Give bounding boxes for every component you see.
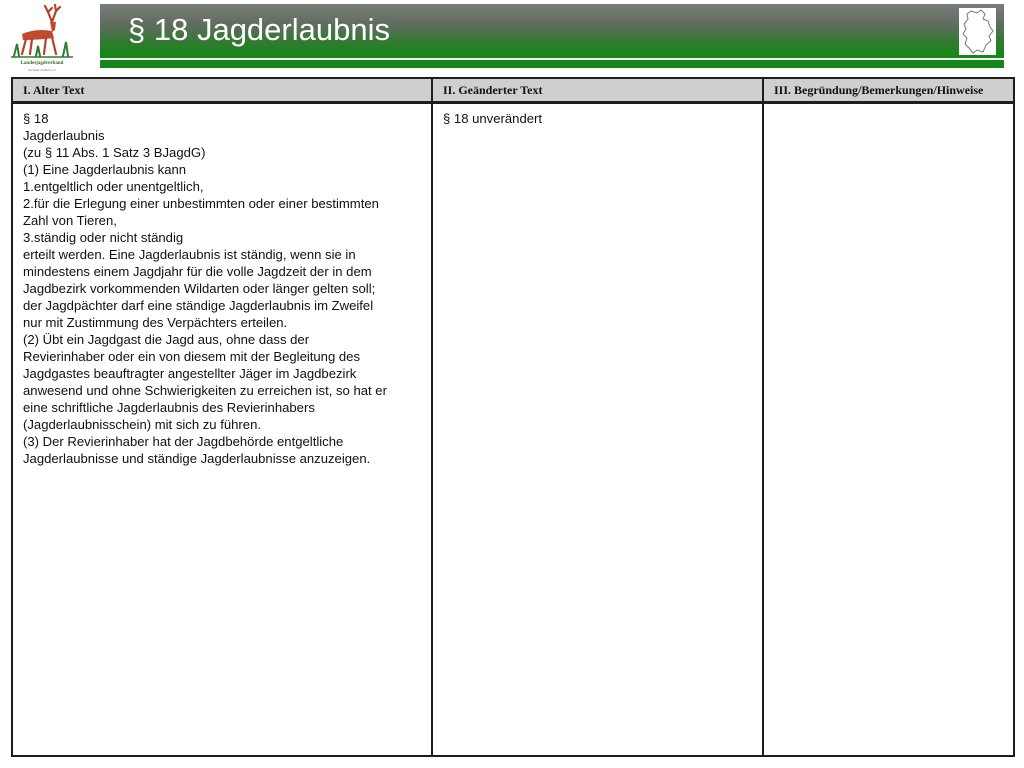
table-header-row: [12, 78, 1014, 103]
old-text-line: Jagderlaubnisse und ständige Jagderlaubnisse anzuzeigen.: [23, 451, 371, 466]
old-text-line: Jagderlaubnis: [23, 128, 105, 143]
table-row: [12, 103, 1014, 757]
old-text-line: (1) Eine Jagderlaubnis kann: [23, 162, 187, 177]
justification-cell: [763, 103, 1014, 757]
title-banner: [100, 4, 1004, 58]
old-text-line: § 18: [23, 111, 49, 126]
old-text-line: 2.für die Erlegung einer unbestimmten oder einer bestimmten: [23, 196, 379, 211]
old-text-line: Jagdgastes beauftragter angestellter Jäger im Jagdbezirk: [23, 366, 357, 381]
old-text-line: erteilt werden. Eine Jagderlaubnis ist ständig, wenn sie in: [23, 247, 356, 262]
green-divider-stripe: [100, 60, 1004, 68]
column-header-justification: III. Begründung/Bemerkungen/Hinweise: [763, 78, 1014, 103]
old-text-line: (zu § 11 Abs. 1 Satz 3 BJagdG): [23, 145, 206, 160]
column-header-old-text: I. Alter Text: [12, 78, 432, 103]
comparison-table: [11, 77, 1015, 757]
old-text-line: mindestens einem Jagdjahr für die volle Jagdzeit der in dem: [23, 264, 372, 279]
page-title: § 18 Jagderlaubnis: [128, 12, 390, 47]
changed-text-cell: [432, 103, 763, 757]
changed-text-line: § 18 unverändert: [443, 111, 543, 126]
state-map-icon: [959, 8, 996, 55]
old-text-line: (Jagderlaubnisschein) mit sich zu führen.: [23, 417, 261, 432]
old-text-line: (3) Der Revierinhaber hat der Jagdbehörde entgeltliche: [23, 434, 344, 449]
deer-logo-icon: [8, 2, 76, 60]
state-map-box: [959, 8, 996, 55]
old-text-line: 1.entgeltlich oder unentgeltlich,: [23, 179, 204, 194]
logo-name: Landesjagdverband: [20, 61, 64, 66]
old-text-cell: [12, 103, 432, 757]
logo-subtitle: Sachsen-Anhalt e.V.: [27, 68, 57, 72]
old-text-line: nur mit Zustimmung des Verpächters erteilen.: [23, 315, 288, 330]
old-text-line: Zahl von Tieren,: [23, 213, 117, 228]
column-header-changed-text: II. Geänderter Text: [432, 78, 763, 103]
old-text-line: der Jagdpächter darf eine ständige Jagderlaubnis im Zweifel: [23, 298, 374, 313]
old-text-line: Jagdbezirk vorkommenden Wildarten oder länger gelten soll;: [23, 281, 376, 296]
association-logo: [8, 2, 76, 74]
old-text-line: Revierinhaber oder ein von diesem mit der Begleitung des: [23, 349, 360, 364]
old-text-line: anwesend und ohne Schwierigkeiten zu erreichen ist, so hat er: [23, 383, 387, 398]
old-text-line: eine schriftliche Jagderlaubnis des Revierinhabers: [23, 400, 315, 415]
old-text-line: 3.ständig oder nicht ständig: [23, 230, 184, 245]
old-text-line: (2) Übt ein Jagdgast die Jagd aus, ohne dass der: [23, 332, 310, 347]
